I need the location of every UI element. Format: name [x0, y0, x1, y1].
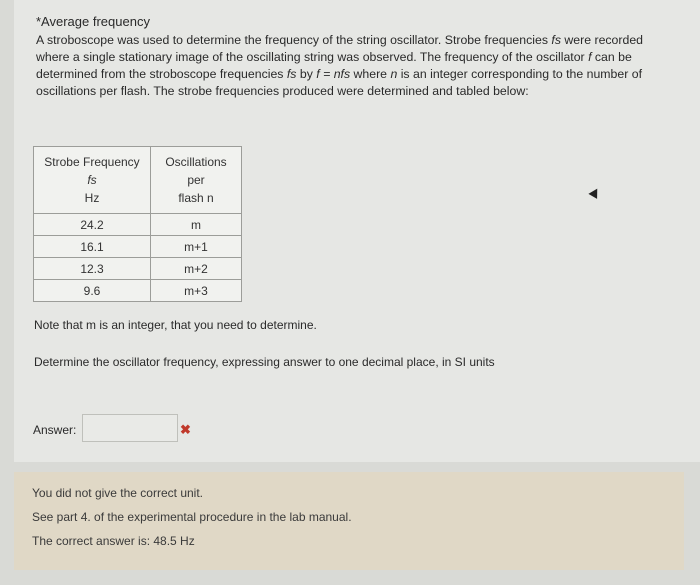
table-cell: 12.3 — [34, 258, 151, 280]
table-row — [34, 280, 242, 302]
correct-answer-text: The correct answer is: 48.5 Hz — [32, 534, 195, 548]
header-line: Strobe Frequency — [44, 155, 140, 169]
table-cell: 24.2 — [34, 214, 151, 236]
question-text — [36, 32, 676, 100]
feedback-panel — [14, 472, 684, 570]
table-row — [34, 258, 242, 280]
question-text-part: is an integer corresponding to the number of oscillations per flash. The strobe frequencies produced were determined and tabled below: — [36, 67, 643, 98]
n-symbol: n — [390, 67, 398, 81]
header-line: Hz — [84, 191, 100, 205]
note-text: Note that m is an integer, that you need to determine. — [34, 318, 317, 332]
question-text-part: A stroboscope was used to determine the frequency of the string oscillator. Strobe frequencies — [36, 33, 552, 47]
table-cell: 16.1 — [34, 236, 151, 258]
question-text-part: where — [350, 67, 391, 81]
table-cell: 9.6 — [34, 280, 151, 302]
answer-input[interactable] — [82, 414, 178, 442]
header-line: flash n — [178, 191, 214, 205]
question-text-part: can be determined from the stroboscope frequencies — [36, 50, 632, 81]
header-line: Oscillations — [165, 155, 227, 169]
question-title: *Average frequency — [36, 14, 150, 29]
question-text-part: by — [296, 67, 317, 81]
table-row — [34, 236, 242, 258]
table-cell: m+2 — [151, 258, 242, 280]
table-row — [34, 214, 242, 236]
header-line: fs — [87, 173, 97, 187]
header-line: per — [187, 173, 205, 187]
answer-label: Answer: — [33, 423, 77, 437]
feedback-line: See part 4. of the experimental procedure in the lab manual. — [32, 510, 352, 524]
formula: f = nfs — [316, 67, 351, 81]
column-header-oscillations — [151, 147, 242, 214]
table-cell: m+3 — [151, 280, 242, 302]
strobe-table — [33, 146, 242, 302]
feedback-line: You did not give the correct unit. — [32, 486, 203, 500]
table-header-row — [34, 147, 242, 214]
question-text-part: were recorded where a single stationary image of the oscillating string was observed. The frequency of the oscillator — [36, 33, 644, 64]
fs-symbol: fs — [286, 67, 297, 81]
x-mark-icon: ✖ — [180, 422, 191, 437]
instruction-text: Determine the oscillator frequency, expressing answer to one decimal place, in SI units — [34, 355, 495, 369]
f-symbol: f — [588, 50, 592, 64]
fs-symbol: fs — [551, 33, 561, 47]
table-cell: m — [151, 214, 242, 236]
column-header-strobe-frequency — [34, 147, 151, 214]
table-cell: m+1 — [151, 236, 242, 258]
